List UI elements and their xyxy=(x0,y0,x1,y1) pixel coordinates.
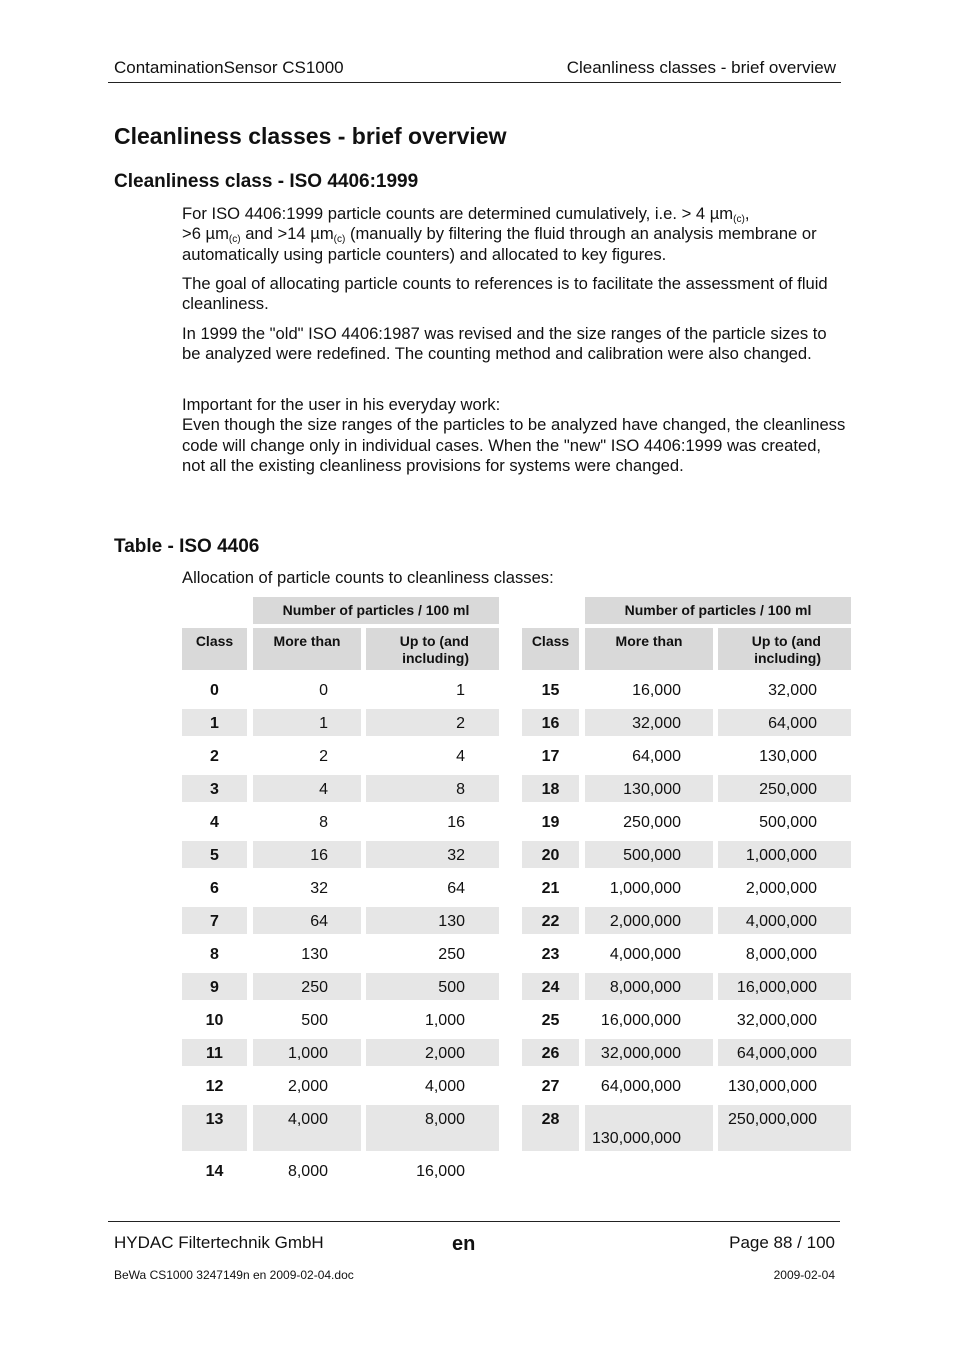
table-intro: Allocation of particle counts to cleanliness classes: xyxy=(182,568,554,587)
table-row-more-than-right: 64,000 xyxy=(632,748,681,765)
paragraph-counting-method: For ISO 4406:1999 particle counts are determined cumulatively, i.e. > 4 µm$_{(c)}$, >6 µm$_{(c)}$ and >14 µm$_{(c)}$ (manually by filtering the fluid through an analysis membrane or automatically using particle counters) and allocated to key figures. xyxy=(182,204,817,264)
table-row-class-right: 18 xyxy=(522,775,579,802)
table-row-more-than-left: 130 xyxy=(301,946,328,963)
paragraph-user-note: Important for the user in his everyday work: Even though the size ranges of the particles to be analyzed have changed, the cleanliness code will change only in individual cases. When the "new" ISO 4406:1999 was created, not all the existing cleanliness provisions for systems were changed. xyxy=(182,395,846,476)
group-header-right: Number of particles / 100 ml xyxy=(585,597,851,624)
table-row-up-to-left: 2 xyxy=(366,709,499,736)
section-heading-iso4406-1999: Cleanliness class - ISO 4406:1999 xyxy=(114,171,419,192)
table-row-more-than-right: 16,000 xyxy=(632,682,681,699)
table-row-more-than-right: 130,000 xyxy=(585,775,713,802)
column-header-up-to-left: Up to (and including) xyxy=(366,628,499,670)
section-heading-table: Table - ISO 4406 xyxy=(114,536,260,557)
table-row-class-left: 2 xyxy=(210,748,219,765)
table-row-up-to-right: 32,000 xyxy=(768,682,817,699)
table-row-up-to-right: 16,000,000 xyxy=(718,973,851,1000)
table-row-class-left: 3 xyxy=(182,775,247,802)
table-row-class-right: 23 xyxy=(541,946,560,963)
footer-document-name: BeWa CS1000 3247149n en 2009-02-04.doc xyxy=(114,1268,354,1282)
table-row-class-right: 28 xyxy=(522,1105,579,1151)
column-header-class-right: Class xyxy=(522,628,579,670)
table-row-more-than-left: 0 xyxy=(319,682,328,699)
column-header-class-left: Class xyxy=(182,628,247,670)
table-row-class-right: 21 xyxy=(541,880,560,897)
table-row-class-left: 0 xyxy=(210,682,219,699)
table-row-more-than-left: 2 xyxy=(319,748,328,765)
table-row-class-right: 27 xyxy=(541,1078,560,1095)
group-header-left: Number of particles / 100 ml xyxy=(253,597,499,624)
table-row-class-left: 12 xyxy=(205,1078,224,1095)
table-row-class-left: 6 xyxy=(210,880,219,897)
header-chapter-title: Cleanliness classes - brief overview xyxy=(566,58,836,77)
table-row-up-to-right: 4,000,000 xyxy=(718,907,851,934)
table-row-class-left: 8 xyxy=(210,946,219,963)
table-row-class-right: 26 xyxy=(522,1039,579,1066)
table-row-up-to-right: 1,000,000 xyxy=(718,841,851,868)
table-row-up-to-left: 8,000 xyxy=(366,1105,499,1151)
table-row-more-than-left: 500 xyxy=(301,1012,328,1029)
table-row-up-to-left: 32 xyxy=(366,841,499,868)
table-row-more-than-right: 500,000 xyxy=(585,841,713,868)
table-row-class-right: 17 xyxy=(541,748,560,765)
footer-company: HYDAC Filtertechnik GmbH xyxy=(114,1233,324,1252)
table-row-class-right: 22 xyxy=(522,907,579,934)
paragraph-history: In 1999 the "old" ISO 4406:1987 was revised and the size ranges of the particle sizes to be analyzed were redefined. The counting method and calibration were also changed. xyxy=(182,324,827,364)
table-row-up-to-left: 8 xyxy=(366,775,499,802)
table-row-class-left: 7 xyxy=(182,907,247,934)
table-row-up-to-right: 8,000,000 xyxy=(745,946,817,963)
table-row-more-than-left: 4,000 xyxy=(253,1105,361,1151)
table-row-up-to-left: 16 xyxy=(447,814,465,831)
table-row-more-than-left: 2,000 xyxy=(287,1078,328,1095)
table-row-up-to-left: 1,000 xyxy=(424,1012,465,1029)
table-row-up-to-right: 130,000,000 xyxy=(728,1078,817,1095)
table-row-up-to-right: 250,000,000 xyxy=(718,1105,851,1151)
table-row-up-to-left: 64 xyxy=(447,880,465,897)
footer-rule xyxy=(108,1221,840,1222)
table-row-class-right: 15 xyxy=(541,682,560,699)
table-row-up-to-left: 2,000 xyxy=(366,1039,499,1066)
table-row-up-to-right: 2,000,000 xyxy=(745,880,817,897)
table-row-class-left: 4 xyxy=(210,814,219,831)
table-row-up-to-left: 1 xyxy=(456,682,465,699)
page-title: Cleanliness classes - brief overview xyxy=(114,123,507,149)
table-row-more-than-right: 2,000,000 xyxy=(585,907,713,934)
table-row-up-to-left: 4 xyxy=(456,748,465,765)
table-row-class-left: 11 xyxy=(182,1039,247,1066)
table-row-more-than-right: 64,000,000 xyxy=(600,1078,681,1095)
header-rule xyxy=(108,82,841,83)
table-row-up-to-right: 64,000 xyxy=(718,709,851,736)
table-row-up-to-right: 500,000 xyxy=(759,814,817,831)
table-row-class-right: 25 xyxy=(541,1012,560,1029)
table-row-more-than-left: 8,000 xyxy=(287,1163,328,1180)
table-row-more-than-right: 130,000,000 xyxy=(585,1105,713,1151)
table-row-more-than-right: 4,000,000 xyxy=(609,946,681,963)
table-row-more-than-left: 32 xyxy=(310,880,328,897)
table-row-class-right: 24 xyxy=(522,973,579,1000)
table-row-class-right: 19 xyxy=(541,814,560,831)
table-row-class-left: 5 xyxy=(182,841,247,868)
table-row-more-than-left: 16 xyxy=(253,841,361,868)
table-row-more-than-right: 250,000 xyxy=(623,814,681,831)
table-row-class-left: 13 xyxy=(182,1105,247,1151)
table-row-more-than-right: 32,000 xyxy=(585,709,713,736)
footer-page-number: Page 88 / 100 xyxy=(729,1233,835,1252)
table-row-up-to-left: 4,000 xyxy=(424,1078,465,1095)
table-row-more-than-left: 250 xyxy=(253,973,361,1000)
table-row-more-than-left: 64 xyxy=(253,907,361,934)
table-row-up-to-right: 130,000 xyxy=(759,748,817,765)
column-header-more-than-left: More than xyxy=(253,628,361,670)
table-row-more-than-right: 16,000,000 xyxy=(600,1012,681,1029)
table-row-up-to-right: 64,000,000 xyxy=(718,1039,851,1066)
footer-date: 2009-02-04 xyxy=(773,1268,835,1282)
table-row-up-to-left: 500 xyxy=(366,973,499,1000)
column-header-up-to-right: Up to (and including) xyxy=(718,628,851,670)
table-row-up-to-left: 130 xyxy=(366,907,499,934)
table-row-up-to-right: 250,000 xyxy=(718,775,851,802)
table-row-up-to-right: 32,000,000 xyxy=(736,1012,817,1029)
table-row-up-to-left: 16,000 xyxy=(416,1163,465,1180)
table-row-more-than-left: 8 xyxy=(319,814,328,831)
table-row-more-than-left: 4 xyxy=(253,775,361,802)
table-row-class-right: 20 xyxy=(522,841,579,868)
table-row-more-than-right: 32,000,000 xyxy=(585,1039,713,1066)
header-product-name: ContaminationSensor CS1000 xyxy=(114,58,344,77)
table-row-class-left: 9 xyxy=(182,973,247,1000)
table-row-up-to-left: 250 xyxy=(438,946,465,963)
table-row-class-left: 10 xyxy=(205,1012,224,1029)
table-row-class-right: 16 xyxy=(522,709,579,736)
table-row-more-than-right: 1,000,000 xyxy=(609,880,681,897)
table-row-class-left: 14 xyxy=(205,1163,224,1180)
table-row-more-than-right: 8,000,000 xyxy=(585,973,713,1000)
column-header-more-than-right: More than xyxy=(585,628,713,670)
table-row-more-than-left: 1 xyxy=(253,709,361,736)
table-row-more-than-left: 1,000 xyxy=(253,1039,361,1066)
paragraph-goal: The goal of allocating particle counts to references is to facilitate the assessment of fluid cleanliness. xyxy=(182,274,828,314)
table-row-class-left: 1 xyxy=(182,709,247,736)
footer-language: en xyxy=(452,1233,476,1255)
